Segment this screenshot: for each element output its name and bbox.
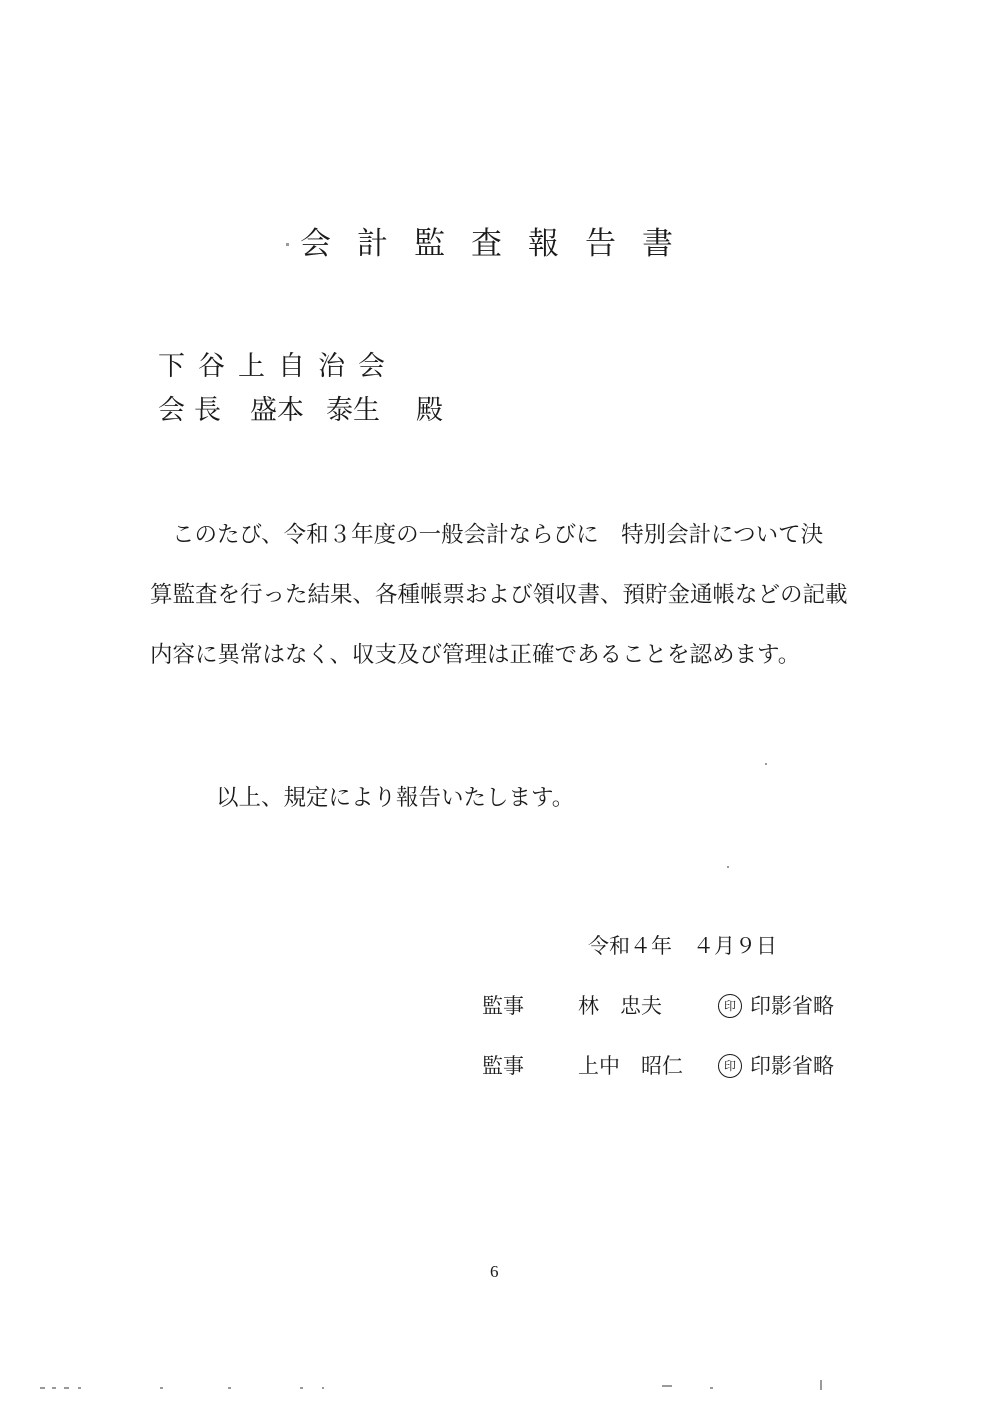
- body-line: このたび、令和３年度の一般会計ならびに 特別会計について決: [172, 522, 824, 548]
- document-title: 会計監査報告書: [300, 226, 699, 262]
- page-number: 6: [490, 1262, 499, 1281]
- addressee-role: 会長: [158, 395, 230, 426]
- addressee-line: [158, 388, 443, 427]
- seal-note: 印影省略: [750, 994, 834, 1018]
- addressee-given-name: 泰生: [326, 395, 380, 426]
- seal-icon: 印: [718, 994, 742, 1018]
- auditor-name: 上中 昭仁: [578, 1054, 683, 1078]
- report-date: 令和４年 ４月９日: [588, 934, 777, 958]
- addressee-surname: 盛本: [250, 395, 304, 426]
- closing-statement: 以上、規定により報告いたします。: [216, 785, 575, 811]
- body-line: 算監査を行った結果、各種帳票および領収書、預貯金通帳などの記載: [150, 582, 848, 608]
- report-body: [150, 505, 870, 685]
- addressee-honorific: 殿: [416, 395, 443, 426]
- seal-note: 印影省略: [750, 1054, 834, 1078]
- auditor-title: 監事: [482, 994, 524, 1018]
- auditor-row: [482, 1050, 834, 1080]
- body-line: 内容に異常はなく、収支及び管理は正確であることを認めます。: [150, 642, 801, 668]
- auditor-name: 林 忠夫: [578, 994, 662, 1018]
- addressee-organization: 下谷上自治会: [158, 351, 398, 382]
- auditor-title: 監事: [482, 1054, 524, 1078]
- auditor-row: [482, 990, 834, 1020]
- seal-icon: 印: [718, 1054, 742, 1078]
